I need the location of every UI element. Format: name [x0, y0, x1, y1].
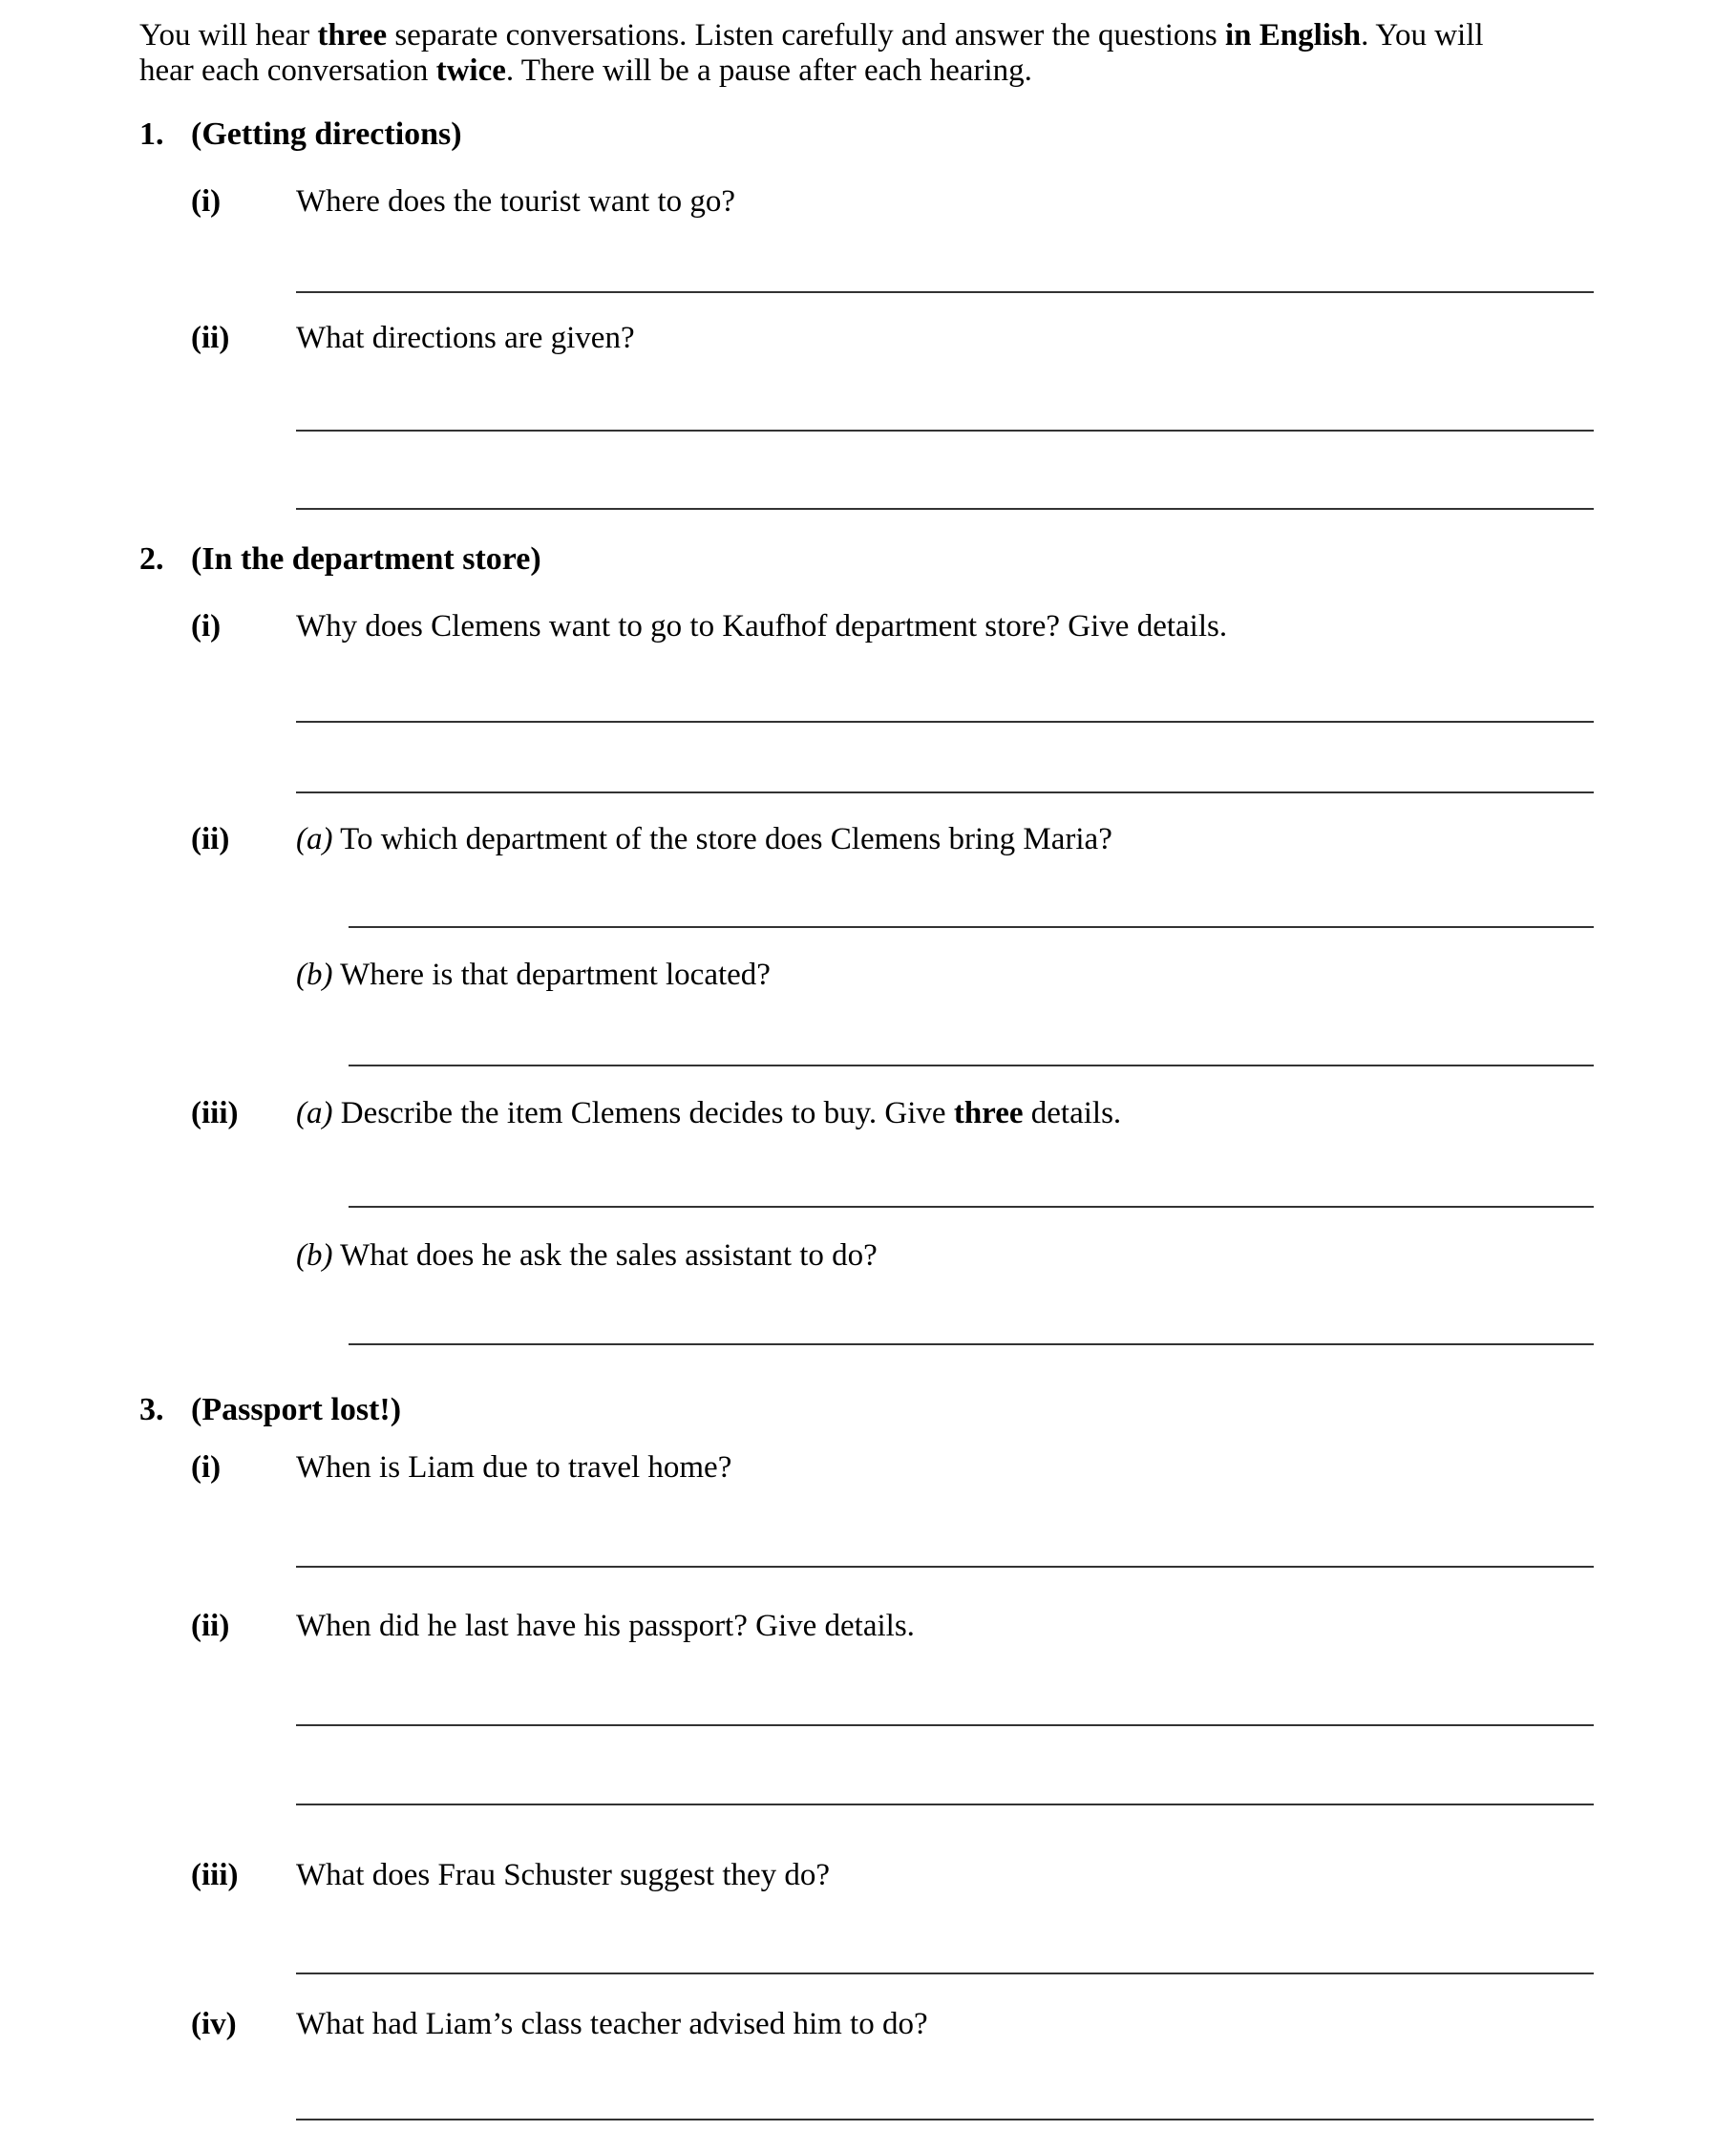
sub-question-text: Describe the item Clemens decides to buy. Give	[340, 1096, 954, 1130]
question-label: (i)	[191, 1450, 222, 1485]
sub-question-text: What does he ask the sales assistant to do?	[340, 1238, 878, 1273]
answer-line[interactable]	[296, 2119, 1594, 2120]
question-label: (iv)	[191, 2007, 237, 2041]
sub-question-label: (a)	[296, 822, 333, 856]
question-text: What had Liam’s class teacher advised him to do?	[296, 2007, 928, 2041]
sub-question-emphasis: three	[953, 1096, 1024, 1130]
answer-line[interactable]	[296, 291, 1594, 293]
answer-line[interactable]	[349, 926, 1594, 928]
question-label: (ii)	[191, 321, 230, 355]
section-2-title: (In the department store)	[191, 541, 541, 577]
instr-text: . There will be a pause after each hearing.	[505, 53, 1032, 88]
instr-emphasis: in English	[1224, 18, 1362, 53]
instr-text: . You will	[1361, 18, 1484, 53]
answer-line[interactable]	[296, 1566, 1594, 1568]
sub-question-text: Where is that department located?	[340, 958, 771, 992]
question-label: (iii)	[191, 1096, 239, 1130]
instructions-line-1	[139, 17, 1484, 53]
question-label: (ii)	[191, 1609, 230, 1643]
question-text: Why does Clemens want to go to Kaufhof department store? Give details.	[296, 609, 1228, 643]
question-label: (ii)	[191, 822, 230, 856]
question-text: What directions are given?	[296, 321, 635, 355]
sub-question-text: To which department of the store does Clemens bring Maria?	[340, 822, 1112, 856]
sub-question	[296, 1095, 1121, 1131]
sub-question-label: (b)	[296, 1238, 333, 1273]
sub-question-label: (a)	[296, 1096, 333, 1130]
section-1-title: (Getting directions)	[191, 116, 462, 152]
instr-text: You will hear	[139, 18, 318, 53]
answer-line[interactable]	[296, 791, 1594, 793]
section-3-number: 3.	[139, 1392, 164, 1427]
question-text: When did he last have his passport? Give details.	[296, 1609, 915, 1643]
section-2-number: 2.	[139, 541, 164, 577]
answer-line[interactable]	[349, 1065, 1594, 1066]
instr-emphasis: three	[317, 18, 388, 53]
answer-line[interactable]	[296, 508, 1594, 510]
answer-line[interactable]	[296, 1724, 1594, 1726]
answer-line[interactable]	[349, 1343, 1594, 1345]
sub-question	[296, 821, 1112, 857]
instr-emphasis: twice	[435, 53, 506, 88]
question-text: When is Liam due to travel home?	[296, 1450, 732, 1485]
sub-question-text: details.	[1023, 1096, 1122, 1130]
section-3-title: (Passport lost!)	[191, 1392, 402, 1427]
question-label: (i)	[191, 609, 222, 643]
answer-line[interactable]	[296, 1804, 1594, 1805]
question-text: What does Frau Schuster suggest they do?	[296, 1858, 831, 1892]
answer-line[interactable]	[296, 430, 1594, 432]
answer-line[interactable]	[296, 1973, 1594, 1974]
question-text: Where does the tourist want to go?	[296, 184, 736, 219]
question-label: (i)	[191, 184, 222, 219]
instructions-line-2	[139, 53, 1032, 89]
instr-text: separate conversations. Listen carefully and answer the questions	[387, 18, 1225, 53]
sub-question-label: (b)	[296, 958, 333, 992]
answer-line[interactable]	[349, 1206, 1594, 1208]
question-label: (iii)	[191, 1858, 239, 1892]
answer-line[interactable]	[296, 721, 1594, 723]
sub-question	[296, 1237, 878, 1274]
section-1-number: 1.	[139, 116, 164, 152]
sub-question	[296, 957, 771, 993]
instr-text: hear each conversation	[139, 53, 436, 88]
